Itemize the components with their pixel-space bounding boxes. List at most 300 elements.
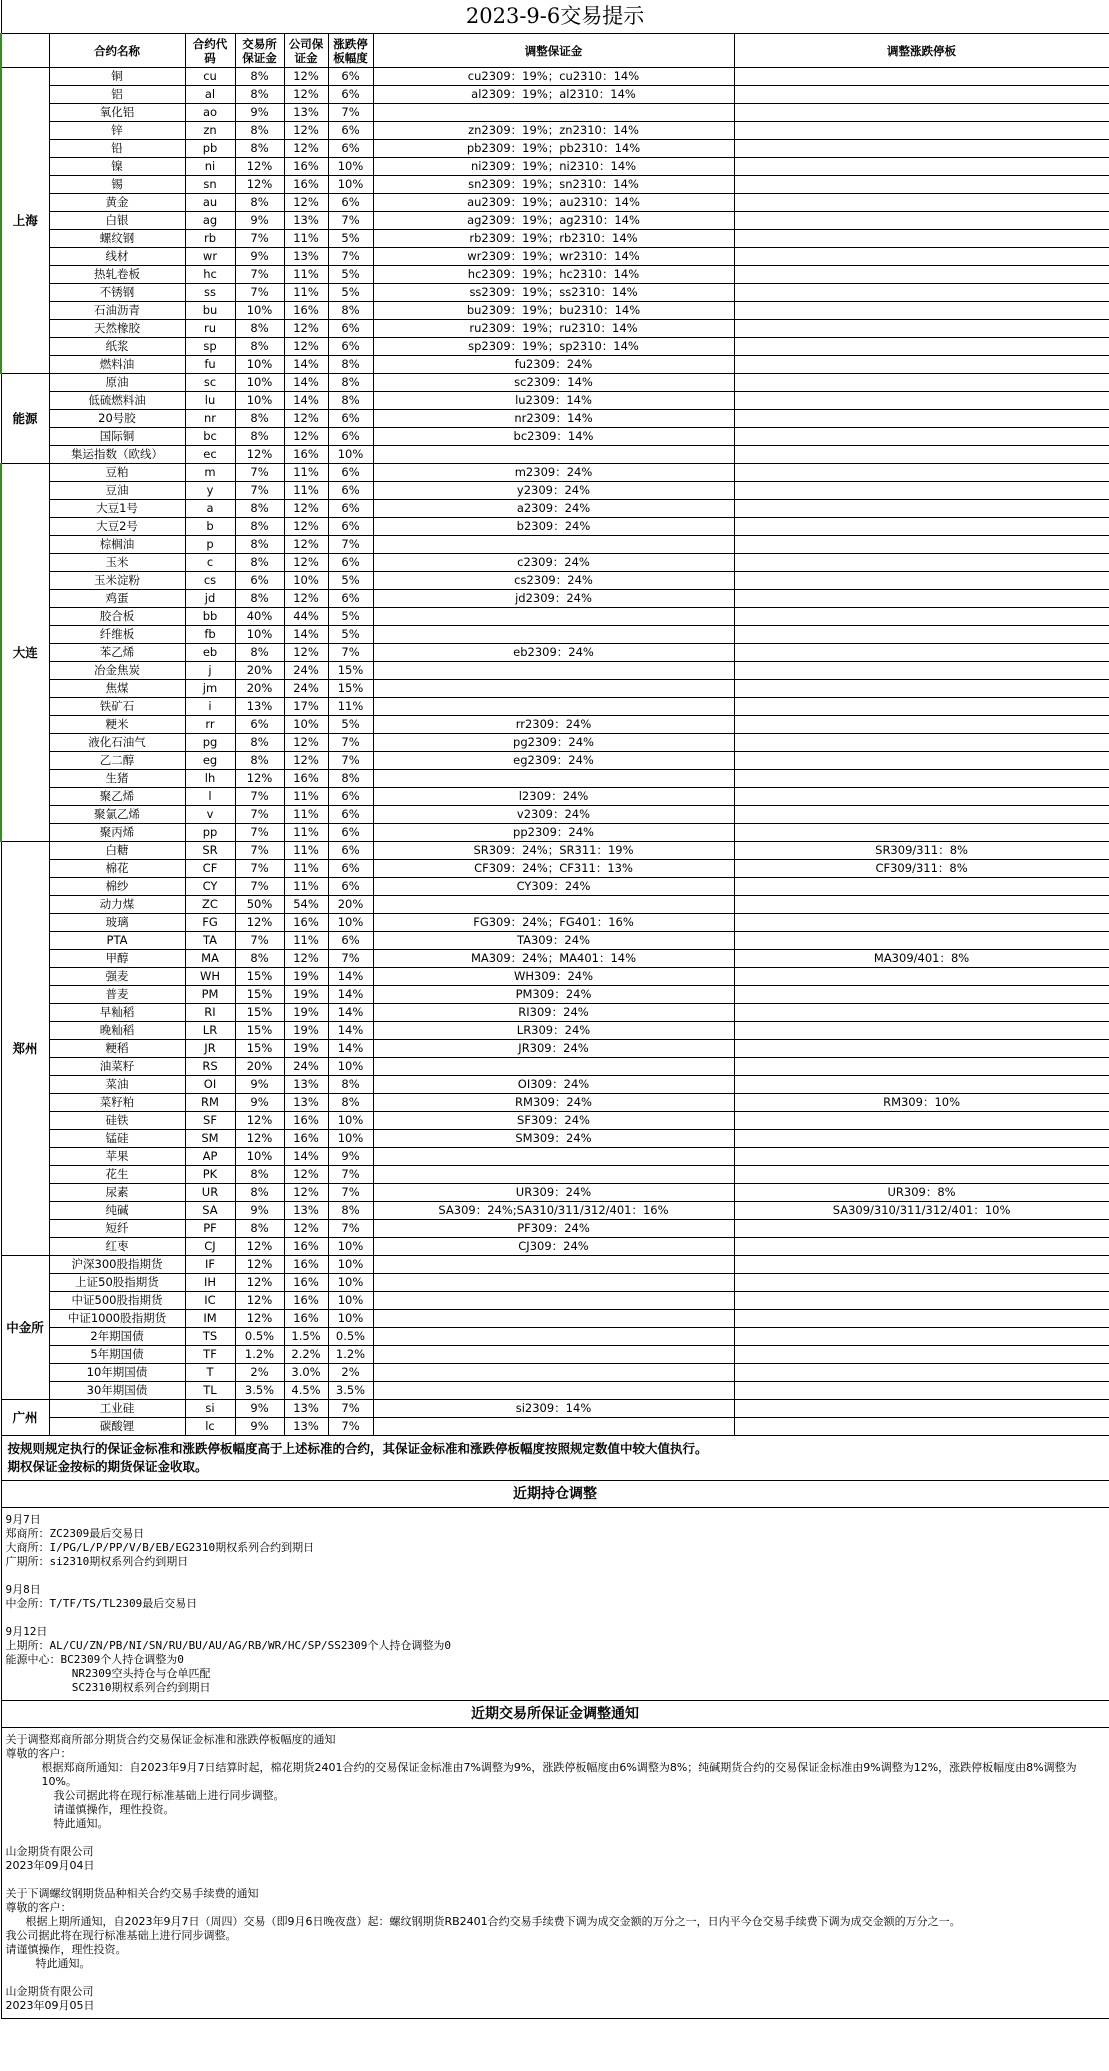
table-row xyxy=(1,1112,1109,1130)
adjusted-limit xyxy=(734,446,1109,464)
company-margin: 13% xyxy=(284,248,328,266)
table-row xyxy=(1,752,1109,770)
adjusted-margin: MA309：24%；MA401：14% xyxy=(373,950,734,968)
exchange-margin: 7% xyxy=(235,806,284,824)
table-row xyxy=(1,1148,1109,1166)
adjusted-margin: bc2309：14% xyxy=(373,428,734,446)
contract-code: FG xyxy=(185,914,235,932)
contract-code: CJ xyxy=(185,1238,235,1256)
exchange-margin: 8% xyxy=(235,122,284,140)
price-limit: 1.2% xyxy=(328,1346,373,1364)
table-row xyxy=(1,662,1109,680)
exchange-margin: 8% xyxy=(235,554,284,572)
contract-code: i xyxy=(185,698,235,716)
table-row xyxy=(1,608,1109,626)
adjusted-margin xyxy=(373,1058,734,1076)
contract-name: 国际铜 xyxy=(49,428,185,446)
company-margin: 12% xyxy=(284,644,328,662)
adjusted-limit xyxy=(734,1292,1109,1310)
contract-name: 冶金焦炭 xyxy=(49,662,185,680)
adjusted-margin: RI309：24% xyxy=(373,1004,734,1022)
table-row xyxy=(1,1418,1109,1436)
adjusted-margin: sc2309：14% xyxy=(373,374,734,392)
adjusted-margin: CF309：24%；CF311：13% xyxy=(373,860,734,878)
table-row xyxy=(1,194,1109,212)
company-margin: 12% xyxy=(284,122,328,140)
exchange-margin: 12% xyxy=(235,1292,284,1310)
contract-code: lu xyxy=(185,392,235,410)
exchange-margin: 8% xyxy=(235,320,284,338)
company-margin: 16% xyxy=(284,446,328,464)
company-margin: 19% xyxy=(284,1022,328,1040)
company-margin: 11% xyxy=(284,842,328,860)
company-margin: 12% xyxy=(284,1184,328,1202)
contract-code: wr xyxy=(185,248,235,266)
exchange-margin: 13% xyxy=(235,698,284,716)
table-row xyxy=(1,410,1109,428)
company-margin: 14% xyxy=(284,392,328,410)
table-row xyxy=(1,500,1109,518)
price-limit: 6% xyxy=(328,194,373,212)
position-line: 中金所：T/TF/TS/TL2309最后交易日 xyxy=(5,1597,198,1610)
table-row xyxy=(1,914,1109,932)
contract-code: IF xyxy=(185,1256,235,1274)
table-row xyxy=(1,1058,1109,1076)
exchange-margin: 10% xyxy=(235,374,284,392)
company-margin: 11% xyxy=(284,266,328,284)
table-row xyxy=(1,734,1109,752)
table-row xyxy=(1,104,1109,122)
adjusted-margin: RM309：24% xyxy=(373,1094,734,1112)
adjusted-limit xyxy=(734,1346,1109,1364)
adjusted-margin: pp2309：24% xyxy=(373,824,734,842)
exchange-margin: 9% xyxy=(235,1094,284,1112)
notice2-line3: 特此通知。 xyxy=(35,1957,91,1970)
adjusted-margin: JR309：24% xyxy=(373,1040,734,1058)
company-margin: 11% xyxy=(284,932,328,950)
contract-code: nr xyxy=(185,410,235,428)
exchange-margin: 8% xyxy=(235,518,284,536)
adjusted-limit xyxy=(734,968,1109,986)
exchange-margin: 10% xyxy=(235,392,284,410)
contract-code: pp xyxy=(185,824,235,842)
contract-name: 晚籼稻 xyxy=(49,1022,185,1040)
contract-code: OI xyxy=(185,1076,235,1094)
price-limit: 6% xyxy=(328,842,373,860)
contract-name: 原油 xyxy=(49,374,185,392)
adjusted-limit xyxy=(734,104,1109,122)
adjusted-limit xyxy=(734,518,1109,536)
price-limit: 20% xyxy=(328,896,373,914)
adjusted-limit xyxy=(734,140,1109,158)
price-limit: 2% xyxy=(328,1364,373,1382)
exchange-margin: 9% xyxy=(235,1076,284,1094)
adjusted-margin xyxy=(373,1274,734,1292)
contract-code: a xyxy=(185,500,235,518)
adjusted-margin: zn2309：19%；zn2310：14% xyxy=(373,122,734,140)
exchange-margin: 50% xyxy=(235,896,284,914)
contract-code: UR xyxy=(185,1184,235,1202)
price-limit: 6% xyxy=(328,878,373,896)
table-row xyxy=(1,1364,1109,1382)
adjusted-margin: sn2309：19%；sn2310：14% xyxy=(373,176,734,194)
exchange-label: 上海 xyxy=(1,68,49,374)
company-margin: 2.2% xyxy=(284,1346,328,1364)
position-line: 郑商所：ZC2309最后交易日 xyxy=(5,1527,145,1540)
exchange-margin: 7% xyxy=(235,284,284,302)
table-row xyxy=(1,1274,1109,1292)
contract-code: v xyxy=(185,806,235,824)
contract-name: 线材 xyxy=(49,248,185,266)
table-row xyxy=(1,842,1109,860)
contract-name: 鸡蛋 xyxy=(49,590,185,608)
exchange-margin: 10% xyxy=(235,302,284,320)
price-limit: 14% xyxy=(328,1040,373,1058)
contract-code: WH xyxy=(185,968,235,986)
adjusted-margin: ag2309：19%；ag2310：14% xyxy=(373,212,734,230)
table-row xyxy=(1,158,1109,176)
adjusted-margin: SF309：24% xyxy=(373,1112,734,1130)
exchange-margin: 15% xyxy=(235,1022,284,1040)
adjusted-limit xyxy=(734,1328,1109,1346)
company-margin: 17% xyxy=(284,698,328,716)
exchange-label: 能源 xyxy=(1,374,49,464)
contract-name: 大豆1号 xyxy=(49,500,185,518)
contract-name: 豆油 xyxy=(49,482,185,500)
adjusted-limit xyxy=(734,392,1109,410)
adjusted-limit xyxy=(734,428,1109,446)
price-limit: 10% xyxy=(328,1310,373,1328)
contract-code: pg xyxy=(185,734,235,752)
contract-name: 聚乙烯 xyxy=(49,788,185,806)
contract-code: cs xyxy=(185,572,235,590)
adjusted-margin: al2309：19%；al2310：14% xyxy=(373,86,734,104)
adjusted-margin: ni2309：19%；ni2310：14% xyxy=(373,158,734,176)
adjusted-limit xyxy=(734,1040,1109,1058)
company-margin: 4.5% xyxy=(284,1382,328,1400)
table-row xyxy=(1,950,1109,968)
price-limit: 7% xyxy=(328,1418,373,1436)
company-margin: 12% xyxy=(284,428,328,446)
contract-name: 红枣 xyxy=(49,1238,185,1256)
adjusted-limit xyxy=(734,1220,1109,1238)
table-row xyxy=(1,428,1109,446)
company-margin: 12% xyxy=(284,500,328,518)
contract-name: 30年期国债 xyxy=(49,1382,185,1400)
adjusted-margin xyxy=(373,1364,734,1382)
price-limit: 5% xyxy=(328,572,373,590)
table-row xyxy=(1,824,1109,842)
adjusted-margin xyxy=(373,1166,734,1184)
price-limit: 9% xyxy=(328,1148,373,1166)
exchange-margin: 2% xyxy=(235,1364,284,1382)
contract-code: CY xyxy=(185,878,235,896)
adjusted-limit xyxy=(734,284,1109,302)
table-row xyxy=(1,392,1109,410)
contract-name: 铜 xyxy=(49,68,185,86)
contract-name: 菜油 xyxy=(49,1076,185,1094)
adjusted-limit: SR309/311：8% xyxy=(734,842,1109,860)
adjusted-margin: cu2309：19%；cu2310：14% xyxy=(373,68,734,86)
company-margin: 3.0% xyxy=(284,1364,328,1382)
table-row xyxy=(1,788,1109,806)
notice1-line1: 我公司据此将在现行标准基础上进行同步调整。 xyxy=(53,1789,285,1802)
exchange-label: 大连 xyxy=(1,464,49,842)
adjusted-margin: jd2309：24% xyxy=(373,590,734,608)
rules-note xyxy=(1,1436,1109,1481)
exchange-margin: 8% xyxy=(235,1184,284,1202)
exchange-margin: 3.5% xyxy=(235,1382,284,1400)
exchange-margin: 12% xyxy=(235,446,284,464)
company-margin: 11% xyxy=(284,878,328,896)
contract-code: SR xyxy=(185,842,235,860)
exchange-margin: 20% xyxy=(235,680,284,698)
adjusted-margin xyxy=(373,662,734,680)
contract-code: IH xyxy=(185,1274,235,1292)
price-limit: 15% xyxy=(328,680,373,698)
company-margin: 19% xyxy=(284,968,328,986)
adjusted-limit xyxy=(734,626,1109,644)
adjusted-limit: SA309/310/311/312/401：10% xyxy=(734,1202,1109,1220)
adjusted-limit xyxy=(734,590,1109,608)
table-row xyxy=(1,806,1109,824)
company-margin: 12% xyxy=(284,410,328,428)
table-row xyxy=(1,536,1109,554)
adjusted-limit xyxy=(734,878,1109,896)
contract-name: 锰硅 xyxy=(49,1130,185,1148)
table-row xyxy=(1,518,1109,536)
adjusted-limit xyxy=(734,68,1109,86)
table-row xyxy=(1,1202,1109,1220)
table-row xyxy=(1,284,1109,302)
exchange-margin: 40% xyxy=(235,608,284,626)
contract-name: 棕榈油 xyxy=(49,536,185,554)
adjusted-limit xyxy=(734,752,1109,770)
price-limit: 10% xyxy=(328,1292,373,1310)
table-row xyxy=(1,986,1109,1004)
adjusted-margin: LR309：24% xyxy=(373,1022,734,1040)
contract-name: 白糖 xyxy=(49,842,185,860)
price-limit: 8% xyxy=(328,1076,373,1094)
exchange-margin: 8% xyxy=(235,194,284,212)
price-limit: 6% xyxy=(328,86,373,104)
adjusted-limit xyxy=(734,986,1109,1004)
contract-code: TL xyxy=(185,1382,235,1400)
table-row xyxy=(1,464,1109,482)
notice2-company: 山金期货有限公司 xyxy=(5,1985,94,1998)
company-margin: 16% xyxy=(284,770,328,788)
contract-name: 早籼稻 xyxy=(49,1004,185,1022)
price-limit: 6% xyxy=(328,554,373,572)
table-row xyxy=(1,1040,1109,1058)
company-margin: 12% xyxy=(284,752,328,770)
company-margin: 24% xyxy=(284,662,328,680)
table-header xyxy=(1,34,1109,68)
notice1-date: 2023年09月04日 xyxy=(5,1859,95,1872)
exchange-margin: 8% xyxy=(235,410,284,428)
price-limit: 8% xyxy=(328,392,373,410)
adjusted-margin: fu2309：24% xyxy=(373,356,734,374)
company-margin: 12% xyxy=(284,518,328,536)
table-row xyxy=(1,320,1109,338)
exchange-margin: 7% xyxy=(235,266,284,284)
contract-name: 胶合板 xyxy=(49,608,185,626)
contract-code: ni xyxy=(185,158,235,176)
table-row xyxy=(1,554,1109,572)
adjusted-margin: y2309：24% xyxy=(373,482,734,500)
exchange-margin: 6% xyxy=(235,716,284,734)
contract-code: ss xyxy=(185,284,235,302)
contract-name: 焦煤 xyxy=(49,680,185,698)
company-margin: 11% xyxy=(284,284,328,302)
table-row xyxy=(1,374,1109,392)
exchange-margin: 6% xyxy=(235,572,284,590)
company-margin: 14% xyxy=(284,374,328,392)
price-limit: 7% xyxy=(328,752,373,770)
price-limit: 6% xyxy=(328,590,373,608)
exchange-label: 中金所 xyxy=(1,1256,49,1400)
company-margin: 16% xyxy=(284,914,328,932)
company-margin: 1.5% xyxy=(284,1328,328,1346)
price-limit: 6% xyxy=(328,122,373,140)
adjusted-limit xyxy=(734,734,1109,752)
contract-name: 聚氯乙烯 xyxy=(49,806,185,824)
contract-name: 甲醇 xyxy=(49,950,185,968)
adjusted-limit xyxy=(734,374,1109,392)
position-section-title: 近期持仓调整 xyxy=(1,1481,1109,1508)
adjusted-limit xyxy=(734,1364,1109,1382)
adjusted-margin: v2309：24% xyxy=(373,806,734,824)
exchange-margin: 8% xyxy=(235,500,284,518)
adjusted-limit xyxy=(734,464,1109,482)
price-limit: 7% xyxy=(328,1184,373,1202)
price-limit: 6% xyxy=(328,464,373,482)
adjusted-margin: wr2309：19%；wr2310：14% xyxy=(373,248,734,266)
contract-code: CF xyxy=(185,860,235,878)
company-margin: 11% xyxy=(284,788,328,806)
contract-code: rb xyxy=(185,230,235,248)
adjusted-limit xyxy=(734,1022,1109,1040)
price-limit: 10% xyxy=(328,1256,373,1274)
contract-name: 油菜籽 xyxy=(49,1058,185,1076)
table-row xyxy=(1,1328,1109,1346)
adjusted-limit xyxy=(734,536,1109,554)
table-row xyxy=(1,1238,1109,1256)
adjusted-limit xyxy=(734,554,1109,572)
notice1-line2: 请谨慎操作，理性投资。 xyxy=(53,1803,175,1816)
adjusted-limit: UR309：8% xyxy=(734,1184,1109,1202)
contract-code: ru xyxy=(185,320,235,338)
exchange-margin: 8% xyxy=(235,644,284,662)
adjusted-limit xyxy=(734,266,1109,284)
table-row xyxy=(1,212,1109,230)
position-line xyxy=(6,1569,1105,1583)
contract-name: 上证50股指期货 xyxy=(49,1274,185,1292)
table-row xyxy=(1,572,1109,590)
exchange-margin: 8% xyxy=(235,536,284,554)
contract-code: sp xyxy=(185,338,235,356)
adjusted-margin xyxy=(373,1256,734,1274)
adjusted-limit xyxy=(734,122,1109,140)
contract-code: y xyxy=(185,482,235,500)
contract-name: 中证500股指期货 xyxy=(49,1292,185,1310)
table-row xyxy=(1,878,1109,896)
contract-code: rr xyxy=(185,716,235,734)
table-row xyxy=(1,356,1109,374)
contract-name: 动力煤 xyxy=(49,896,185,914)
adjusted-limit xyxy=(734,1112,1109,1130)
price-limit: 15% xyxy=(328,662,373,680)
contract-name: 短纤 xyxy=(49,1220,185,1238)
position-line: 9月8日 xyxy=(5,1583,41,1596)
rules-note-line1: 按规则规定执行的保证金标准和涨跌停板幅度高于上述标准的合约，其保证金标准和涨跌停板幅度按照规定数值中较大值执行。 xyxy=(7,1441,708,1456)
adjusted-limit xyxy=(734,1256,1109,1274)
header-name: 合约名称 xyxy=(49,34,185,68)
contract-code: fb xyxy=(185,626,235,644)
company-margin: 11% xyxy=(284,806,328,824)
contract-name: 苹果 xyxy=(49,1148,185,1166)
exchange-margin: 12% xyxy=(235,176,284,194)
adjusted-limit xyxy=(734,932,1109,950)
company-margin: 16% xyxy=(284,1130,328,1148)
adjusted-limit xyxy=(734,500,1109,518)
price-limit: 14% xyxy=(328,968,373,986)
table-row xyxy=(1,626,1109,644)
notice2-greeting: 尊敬的客户： xyxy=(5,1901,72,1914)
contract-name: 集运指数（欧线） xyxy=(49,446,185,464)
adjusted-limit: MA309/401：8% xyxy=(734,950,1109,968)
position-section-body xyxy=(1,1508,1109,1701)
contract-code: bb xyxy=(185,608,235,626)
price-limit: 6% xyxy=(328,806,373,824)
table-row xyxy=(1,932,1109,950)
contract-code: LR xyxy=(185,1022,235,1040)
contract-name: 铝 xyxy=(49,86,185,104)
company-margin: 16% xyxy=(284,1256,328,1274)
table-row xyxy=(1,1094,1109,1112)
exchange-margin: 20% xyxy=(235,1058,284,1076)
adjusted-margin: CJ309：24% xyxy=(373,1238,734,1256)
adjusted-limit: RM309：10% xyxy=(734,1094,1109,1112)
adjusted-margin: ru2309：19%；ru2310：14% xyxy=(373,320,734,338)
adjusted-margin xyxy=(373,1148,734,1166)
header-company-margin: 公司保证金 xyxy=(284,34,328,68)
company-margin: 12% xyxy=(284,194,328,212)
contract-code: pb xyxy=(185,140,235,158)
exchange-margin: 7% xyxy=(235,824,284,842)
adjusted-limit xyxy=(734,1130,1109,1148)
contract-code: jm xyxy=(185,680,235,698)
notice1-body: 根据郑商所通知：自2023年9月7日结算时起，棉花期货2401合约的交易保证金标准由7%调整为9%，涨跌停板幅度由6%调整为8%；纯碱期货合约的交易保证金标准由9%调整为12%，涨跌停板幅度由8%调整为10%。 xyxy=(41,1761,1077,1788)
company-margin: 16% xyxy=(284,1274,328,1292)
adjusted-limit xyxy=(734,1076,1109,1094)
adjusted-limit xyxy=(734,320,1109,338)
contract-name: 10年期国债 xyxy=(49,1364,185,1382)
contract-code: RI xyxy=(185,1004,235,1022)
price-limit: 6% xyxy=(328,320,373,338)
exchange-margin: 12% xyxy=(235,1274,284,1292)
company-margin: 24% xyxy=(284,680,328,698)
contract-code: si xyxy=(185,1400,235,1418)
contract-name: 2年期国债 xyxy=(49,1328,185,1346)
notice1-greeting: 尊敬的客户： xyxy=(5,1747,72,1760)
price-limit: 7% xyxy=(328,536,373,554)
table-row xyxy=(1,1382,1109,1400)
price-limit: 5% xyxy=(328,608,373,626)
position-line: SC2310期权系列合约到期日 xyxy=(5,1681,211,1694)
contract-code: cu xyxy=(185,68,235,86)
adjusted-limit xyxy=(734,410,1109,428)
